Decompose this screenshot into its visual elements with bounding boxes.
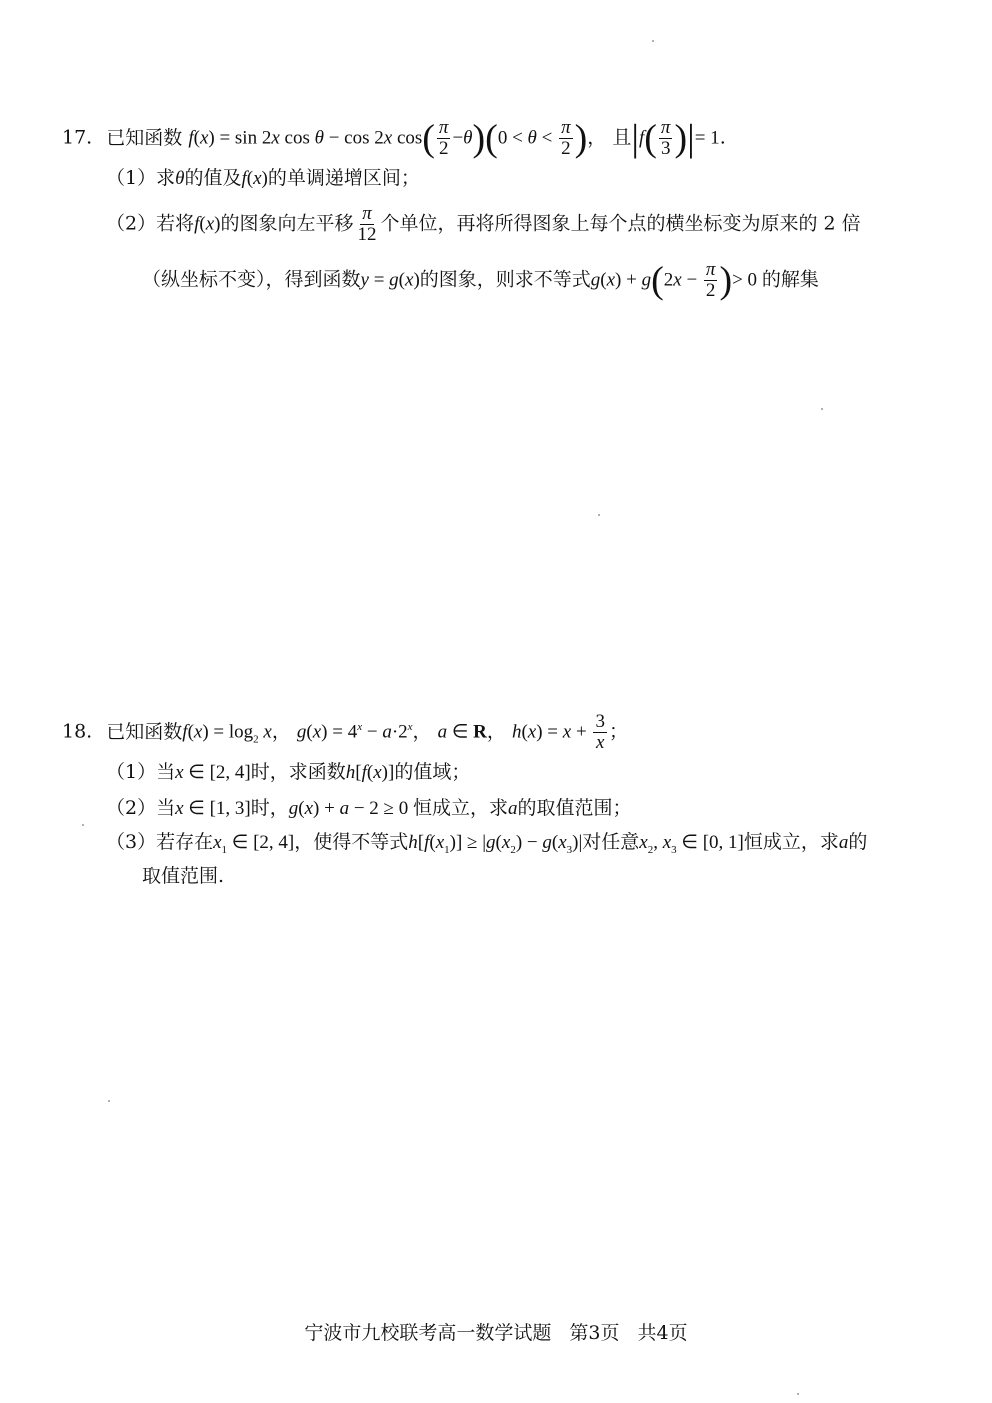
- q18-p2-a: 当: [156, 797, 176, 819]
- q18-p3-b: ，使得不等式: [294, 831, 409, 853]
- q17-and: 且: [612, 126, 632, 149]
- scan-speck: [797, 1393, 799, 1395]
- q18-p2-label: （2）: [106, 797, 157, 819]
- q18-stem: 18. 已知函数$f(x) = \log_2 x$， $g(x) = 4^x - a\cdot 2^x$， a ∈ R， h(x) = x + $\frac{3}{x}$ ；: [62, 711, 628, 753]
- scan-speck: [821, 408, 823, 410]
- q17-p2-line2-c: 的解集: [761, 268, 819, 291]
- q18-intro: 已知函数: [106, 720, 183, 743]
- q17-p1-text-c: 的单调递增区间；: [267, 167, 420, 189]
- q17-p1-text-b: 的值及: [184, 167, 242, 189]
- q17-p2-text-c: 个单位，再将所得图象上每个点的横坐标变为原来的 2 倍: [380, 212, 861, 235]
- q17-p1-label: （1）: [106, 167, 157, 189]
- scan-speck: [82, 824, 84, 826]
- q18-p3-line2: 取值范围.: [142, 865, 225, 887]
- q17-intro: 已知函数: [106, 126, 183, 149]
- q17-end: .: [719, 126, 726, 149]
- q18-p3-e: 的: [848, 831, 868, 853]
- q18-sep-1: ，: [271, 720, 291, 743]
- q17-formula: f: [188, 127, 194, 149]
- scan-speck: [652, 40, 654, 42]
- q18-p1-b: 时，求函数: [250, 761, 346, 783]
- q17-part2-line2: （纵坐标不变），得到函数y = g(x)的图象，则求不等式g(x) + g(2x − $\frac{\pi}{2}$ )> 0 的解集: [142, 259, 819, 302]
- q18-p3-d: 恒成立，求: [743, 831, 839, 853]
- q17-part2-line1: （2）若将f(x)的图象向左平移 $\frac{\pi}{12}$ 个单位，再将所得图象上每个点的横坐标变为原来的 2 倍: [106, 203, 861, 245]
- q18-part3-line2: [142, 864, 224, 888]
- q18-p2-c: 恒成立，求: [413, 797, 509, 819]
- q18-p1-c: 的值域；: [394, 761, 471, 783]
- q18-p3-label: （3）: [106, 831, 157, 853]
- page-footer: [0, 1318, 992, 1345]
- q17-part1: （1）求θ的值及f(x)的单调递增区间；: [106, 167, 420, 189]
- q18-p1-a: 当: [156, 761, 176, 783]
- q18-p2-d: 的取值范围；: [517, 797, 632, 819]
- q18-part3-line1: （3）若存在$x_1$ ∈ [2, 4]，使得不等式$h[f(x_1)] \ge |g(x_2) - g(x_3)|$对任意$x_2$, $x_3$ ∈ [0, 1]恒成立，求a的: [106, 831, 868, 856]
- q17-sep: ，: [587, 126, 607, 149]
- footer-total: 共4页: [637, 1322, 688, 1344]
- footer-title: 宁波市九校联考高一数学试题: [304, 1322, 552, 1344]
- q18-p2-b: 时，: [250, 797, 289, 819]
- q18-number: 18.: [62, 720, 93, 743]
- q17-p1-text-a: 求: [156, 167, 176, 189]
- scan-speck: [108, 1100, 110, 1102]
- q17-p2-line2-b: 的图象，则求不等式: [419, 268, 591, 291]
- q17-p2-text-b: 的图象向左平移: [220, 212, 354, 235]
- q18-p1-label: （1）: [106, 761, 157, 783]
- q18-sep-3: ，: [486, 720, 506, 743]
- q17-p2-label: （2）: [106, 212, 157, 235]
- footer-page: 第3页: [569, 1322, 620, 1344]
- q18-p3-a: 若存在: [156, 831, 214, 853]
- q17-p2-line2-a: （纵坐标不变），得到函数: [142, 268, 361, 291]
- q18-p3-c: 对任意: [582, 831, 640, 853]
- q18-part1: （1）当x ∈ [2, 4]时，求函数h[f(x)]的值域；: [106, 761, 471, 783]
- q17-p2-text-a: 若将: [156, 212, 195, 235]
- q17-stem: 17. 已知函数 f(x) = sin 2x cos θ − cos 2x cos( $\frac{\pi}{2}$ −θ)(0 < θ < $\frac{\pi}{2}$ )， 且|f( $\frac{\pi}{3}$ )|= 1.: [62, 117, 726, 160]
- scan-speck: [598, 514, 600, 516]
- q18-part2: （2）当x ∈ [1, 3]时，g(x) + a − 2 ≥ 0 恒成立，求a的取值范围；: [106, 797, 632, 819]
- q18-end: ；: [608, 720, 628, 743]
- q18-sep-2: ，: [412, 720, 432, 743]
- q17-number: 17.: [62, 126, 93, 149]
